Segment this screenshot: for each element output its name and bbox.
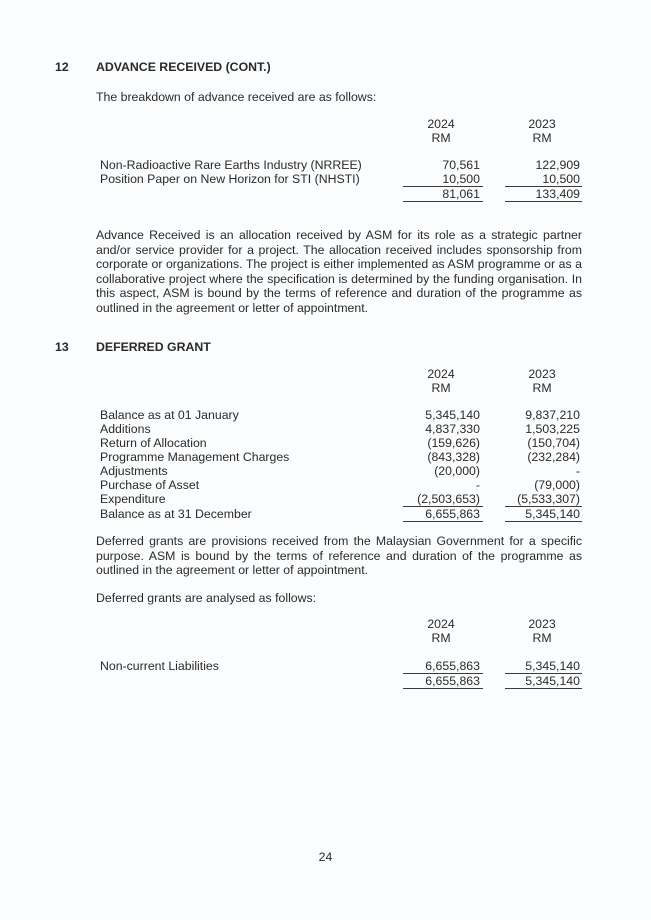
s13-row-2023: (79,000) — [534, 478, 580, 492]
section-12-intro: The breakdown of advance received are as follows: — [96, 90, 377, 104]
s12-row-2023: 10,500 — [542, 172, 580, 186]
s13-row-2023: (150,704) — [527, 436, 580, 450]
section-13-analysis-intro: Deferred grants are analysed as follows: — [96, 591, 317, 605]
s13-header-2023: 2023 — [528, 367, 556, 381]
s13-row-label: Return of Allocation — [100, 436, 207, 450]
s13-row-2024: (843,328) — [427, 450, 480, 464]
section-12-number: 12 — [55, 60, 69, 74]
s13-closing-2024: 6,655,863 — [425, 507, 480, 521]
s13b-row-label: Non-current Liabilities — [100, 659, 219, 673]
s13b-unit-2023: RM — [532, 631, 552, 645]
section-12-title: ADVANCE RECEIVED (CONT.) — [96, 60, 271, 74]
s12-header-2024: 2024 — [427, 117, 455, 131]
s13b-row-2024: 6,655,863 — [425, 659, 480, 673]
s13-closing-2023: 5,345,140 — [525, 507, 580, 521]
s13-closing-label: Balance as at 31 December — [100, 507, 252, 521]
s12-total-2023: 133,409 — [535, 187, 580, 201]
s13-row-label: Expenditure — [100, 492, 166, 506]
s12-unit-2024: RM — [431, 131, 451, 145]
s13-row-2024: (20,000) — [434, 464, 480, 478]
s13-total-rule-2023 — [505, 521, 582, 522]
section-13-title: DEFERRED GRANT — [96, 340, 211, 354]
s13-row-label: Adjustments — [100, 464, 168, 478]
s13-row-label: Balance as at 01 January — [100, 408, 239, 422]
s13-total-rule-2024 — [403, 521, 483, 522]
s12-row-2023: 122,909 — [535, 158, 580, 172]
s13b-total-2024: 6,655,863 — [425, 674, 480, 688]
s13-row-2023: (232,284) — [527, 450, 580, 464]
section-13-paragraph: Deferred grants are provisions received from the Malaysian Government for a specific purpose. ASM is bound by the terms of reference and duration of the programme as outlined in the agreement or letter of appointment. — [96, 534, 582, 578]
section-12-paragraph: Advance Received is an allocation received by ASM for its role as a strategic partner and/or service provider for a project. The allocation received includes sponsorship from corporate or organizations. The project is either implemented as ASM programme or as a collaborative project where the specification is determined by the funding organisation. In this aspect, ASM is bound by the terms of reference and duration of the programme as outlined in the agreement or letter of appointment. — [96, 228, 582, 315]
s13b-header-2023: 2023 — [528, 617, 556, 631]
s13-row-2024: (2,503,653) — [417, 492, 480, 506]
s12-total-rule-2024 — [403, 201, 483, 202]
s12-row-label: Non-Radioactive Rare Earths Industry (NRREE) — [100, 158, 362, 172]
page-number: 24 — [318, 850, 333, 864]
section-13-number: 13 — [55, 340, 69, 354]
s12-total-2024: 81,061 — [442, 187, 480, 201]
s13b-row-2023: 5,345,140 — [525, 659, 580, 673]
s13-row-2023: - — [575, 464, 580, 478]
s12-unit-2023: RM — [532, 131, 552, 145]
s13-row-2024: (159,626) — [427, 436, 480, 450]
s13-row-2024: 5,345,140 — [425, 408, 480, 422]
s13-unit-2024: RM — [431, 381, 451, 395]
s13-row-2023: 9,837,210 — [525, 408, 580, 422]
s13-row-2024: 4,837,330 — [425, 422, 480, 436]
s13b-header-2024: 2024 — [427, 617, 455, 631]
s13b-total-2023: 5,345,140 — [525, 674, 580, 688]
s13-row-2023: 1,503,225 — [525, 422, 580, 436]
s12-total-rule-2023 — [505, 201, 582, 202]
s13b-unit-2024: RM — [431, 631, 451, 645]
s13-unit-2023: RM — [532, 381, 552, 395]
s12-header-2023: 2023 — [528, 117, 556, 131]
s13b-total-rule-2024 — [403, 688, 483, 689]
s13-row-2024: - — [475, 478, 480, 492]
s13-row-label: Additions — [100, 422, 151, 436]
s13b-total-rule-2023 — [505, 688, 582, 689]
s12-row-label: Position Paper on New Horizon for STI (NHSTI) — [100, 172, 360, 186]
s13-row-label: Programme Management Charges — [100, 450, 290, 464]
s12-row-2024: 70,561 — [442, 158, 480, 172]
s13-header-2024: 2024 — [427, 367, 455, 381]
s13-row-2023: (5,533,307) — [517, 492, 580, 506]
s12-row-2024: 10,500 — [442, 172, 480, 186]
s13-row-label: Purchase of Asset — [100, 478, 200, 492]
